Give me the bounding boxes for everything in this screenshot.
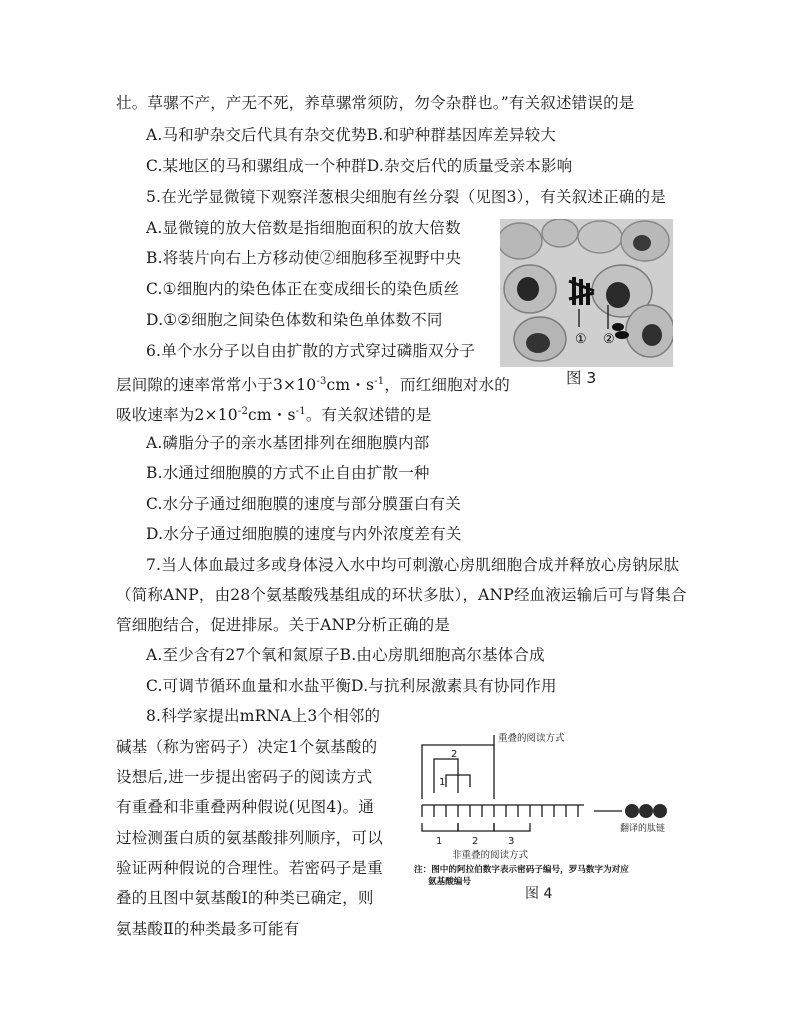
q7-options-row2 bbox=[146, 675, 557, 697]
overlap-label: 重叠的阅读方式 bbox=[498, 733, 565, 744]
q4-options-row1 bbox=[146, 124, 556, 146]
q5-option-b: B.将装片向右上方移动使②细胞移至视野中央 bbox=[146, 249, 462, 267]
q8-line-4: 有重叠和非重叠两种假说(见图4)。通 bbox=[116, 798, 375, 816]
q5-option-d: D.①②细胞之间染色体数和染色单体数不同 bbox=[146, 311, 443, 329]
figure-4-note-line2: 氨基酸编号 bbox=[428, 877, 471, 887]
q4-continuation: 壮。草骡不产，产无不死，养草骡常须防，勿令杂群也。”有关叙述错误的是 bbox=[116, 94, 635, 112]
q7-option-a: A.至少含有27个氧和氮原子 bbox=[146, 646, 340, 664]
q4-option-c: C.某地区的马和骡组成一个种群 bbox=[146, 157, 367, 175]
micrograph-image bbox=[500, 219, 673, 367]
q6-option-c: C.水分子通过细胞膜的速度与部分膜蛋白有关 bbox=[146, 495, 461, 513]
q8-line-6: 验证两种假说的合理性。若密码子是重 bbox=[116, 859, 383, 877]
q8-line-2: 碱基（称为密码子）决定1个氨基酸的 bbox=[116, 738, 378, 756]
q7-options-row1 bbox=[146, 644, 545, 666]
q6-exponent-2: -1 bbox=[374, 376, 385, 387]
fig3-label-1: ① bbox=[575, 332, 587, 347]
q8-line-3: 设想后,进一步提出密码子的阅读方式 bbox=[116, 768, 373, 786]
figure-3-caption: 图 3 bbox=[566, 369, 597, 387]
q7-stem-line1: 7.当人体血最过多或身体浸入水中均可刺激心房肌细胞合成并释放心房钠尿肽 bbox=[146, 556, 680, 574]
q5-option-a: A.显微镜的放大倍数是指细胞面积的放大倍数 bbox=[146, 219, 461, 237]
nonoverlap-label: 非重叠的阅读方式 bbox=[452, 850, 529, 861]
q5-stem: 5.在光学显微镜下观察洋葱根尖细胞有丝分裂（见图3），有关叙述正确的是 bbox=[146, 188, 666, 206]
q8-line-1: 8.科学家提出mRNA上3个相邻的 bbox=[146, 707, 381, 725]
codon-number-top-1: 1 bbox=[439, 777, 446, 788]
q8-line-8: 氨基酸Ⅱ的种类最多可能有 bbox=[116, 920, 300, 938]
q5-option-c: C.①细胞内的染色体正在变成细长的染色质丝 bbox=[146, 280, 460, 298]
q6-rate-text-b: cm・s bbox=[326, 376, 375, 395]
q6-exponent-4: -1 bbox=[295, 406, 306, 417]
q8-line-7: 叠的且图中氨基酸Ⅰ的种类已确定，则 bbox=[116, 889, 374, 907]
q6-absorb-text-a: 吸收速率为2×10 bbox=[116, 406, 238, 425]
q6-rate-text-a: 层间隙的速率常常小于3×10 bbox=[116, 376, 317, 395]
q4-option-a: A.马和驴杂交后代具有杂交优势 bbox=[146, 126, 367, 144]
q4-options-row2 bbox=[146, 155, 572, 177]
q6-stem-line3 bbox=[116, 401, 431, 426]
q6-absorb-text-c: 。有关叙述错的是 bbox=[305, 406, 432, 425]
peptide-label: 翻译的肽链 bbox=[620, 824, 666, 834]
q7-option-d: D.与抗利尿激素具有协同作用 bbox=[351, 677, 557, 695]
q6-stem-line1: 6.单个水分子以自由扩散的方式穿过磷脂双分子 bbox=[146, 342, 476, 360]
q7-stem-line2: （简称ANP，由28个氨基酸残基组成的环状多肽），ANP经血液运输后可与肾集合 bbox=[116, 586, 687, 604]
q6-exponent-3: -2 bbox=[237, 406, 249, 417]
q6-option-b: B.水通过细胞膜的方式不止自由扩散一种 bbox=[146, 464, 430, 482]
codon-number-bottom-1: 1 bbox=[436, 836, 443, 847]
q4-option-b: B.和驴种群基因库差异较大 bbox=[366, 126, 557, 144]
figure-4-note-line1: 注：图中的阿拉伯数字表示密码子编号，罗马数字为对应 bbox=[414, 865, 629, 875]
q6-rate-text-c: ，而红细胞对水的 bbox=[384, 376, 510, 395]
figure-3-micrograph bbox=[500, 219, 673, 367]
figure-4-caption: 图 4 bbox=[525, 886, 553, 902]
figure-4-diagram bbox=[414, 727, 730, 922]
codon-number-bottom-3: 3 bbox=[508, 836, 515, 847]
q6-option-a: A.磷脂分子的亲水基团排列在细胞膜内部 bbox=[146, 434, 430, 452]
q7-option-b: B.由心房肌细胞高尔基体合成 bbox=[339, 646, 545, 664]
q6-exponent-1: -3 bbox=[316, 376, 327, 387]
peptide-chain bbox=[625, 804, 667, 818]
fig3-label-2: ② bbox=[603, 332, 615, 347]
q4-option-d: D.杂交后代的质量受亲本影响 bbox=[366, 157, 573, 175]
q7-option-c: C.可调节循环血量和水盐平衡 bbox=[146, 677, 352, 695]
q6-absorb-text-b: cm・s bbox=[248, 406, 296, 425]
q6-stem-line2 bbox=[116, 371, 510, 396]
q6-option-d: D.水分子通过细胞膜的速度与内外浓度差有关 bbox=[146, 525, 462, 543]
q8-line-5: 过检测蛋白质的氨基酸排列顺序，可以 bbox=[116, 829, 383, 847]
q7-stem-line3: 管细胞结合，促进排尿。关于ANP分析正确的是 bbox=[116, 616, 451, 634]
codon-number-bottom-2: 2 bbox=[472, 836, 479, 847]
codon-number-top-2: 2 bbox=[451, 749, 458, 760]
